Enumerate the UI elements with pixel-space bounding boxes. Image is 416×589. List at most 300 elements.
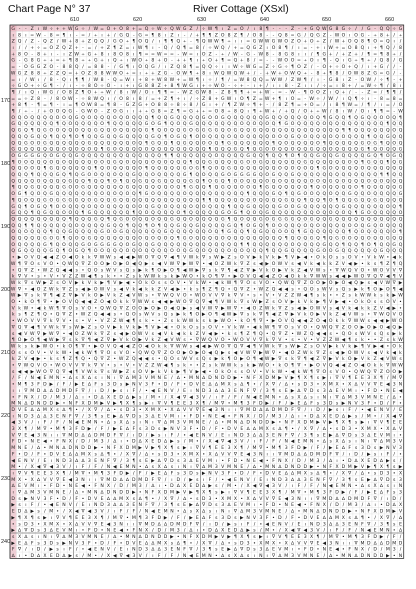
stitch-symbol: Q (323, 191, 327, 197)
stitch-symbol: ı (95, 389, 96, 394)
stitch-symbol: O (88, 197, 92, 203)
stitch-symbol: Q (316, 134, 320, 140)
stitch-symbol: ¶ (380, 51, 383, 57)
stitch-symbol: ı (286, 97, 287, 102)
stitch-symbol: Q (138, 223, 142, 229)
stitch-symbol: 8 (113, 102, 116, 108)
stitch-symbol: 3 (50, 470, 53, 476)
stitch-symbol: E (291, 502, 294, 508)
stitch-symbol: ı (133, 433, 134, 438)
stitch-symbol: Q (202, 223, 206, 229)
stitch-symbol: ı (216, 459, 217, 464)
stitch-symbol: k (329, 312, 332, 318)
stitch-symbol: ▶ (164, 427, 168, 432)
stitch-symbol: / (317, 83, 319, 89)
stitch-symbol: ¶ (247, 490, 250, 496)
stitch-symbol: Q (202, 39, 206, 45)
stitch-symbol: ¶ (323, 236, 326, 242)
stitch-symbol: D (88, 496, 92, 502)
stitch-symbol: ∇ (93, 407, 98, 413)
stitch-symbol: Q (310, 172, 314, 178)
stitch-symbol: 8 (399, 45, 402, 51)
stitch-symbol: Q (75, 261, 79, 267)
stitch-symbol: M (176, 521, 180, 527)
stitch-symbol: O (316, 89, 320, 95)
stitch-symbol: O (392, 128, 396, 134)
stitch-symbol: s (241, 370, 244, 375)
stitch-symbol: O (170, 248, 174, 254)
stitch-symbol: W (227, 280, 232, 286)
stitch-symbol: W (265, 305, 270, 311)
stitch-symbol: Q (196, 229, 200, 235)
stitch-symbol: 3 (259, 515, 262, 521)
stitch-symbol: 3 (145, 426, 148, 432)
stitch-symbol: O (310, 191, 314, 197)
stitch-symbol: • (361, 389, 364, 394)
stitch-symbol: / (184, 515, 186, 521)
stitch-symbol: 3 (18, 420, 21, 426)
stitch-symbol: N (56, 458, 59, 464)
stitch-symbol: Q (361, 204, 365, 210)
stitch-symbol: Q (202, 64, 206, 70)
stitch-symbol: ∇ (61, 312, 66, 318)
stitch-symbol: Q (367, 121, 371, 127)
stitch-symbol: ÷ (316, 97, 320, 102)
stitch-symbol: W (24, 305, 29, 311)
stitch-symbol: V (399, 439, 403, 445)
stitch-symbol: ¶ (24, 204, 27, 210)
stitch-symbol: k (158, 369, 161, 375)
stitch-symbol: D (30, 401, 34, 407)
stitch-symbol: • (228, 287, 231, 292)
stitch-symbol: Q (278, 172, 282, 178)
stitch-symbol: E (120, 426, 123, 432)
stitch-symbol: Q (361, 134, 365, 140)
stitch-symbol: Q (361, 191, 365, 197)
stitch-symbol: ∆ (23, 509, 28, 515)
stitch-symbol: Z (170, 109, 173, 115)
stitch-symbol: O (107, 83, 111, 89)
stitch-symbol: O (316, 223, 320, 229)
stitch-symbol: G (284, 197, 288, 203)
stitch-symbol: ◀ (259, 262, 263, 267)
stitch-symbol: / (311, 445, 313, 451)
stitch-symbol: Q (126, 236, 130, 242)
stitch-symbol: F (190, 413, 193, 419)
stitch-symbol: ı (349, 33, 350, 38)
stitch-symbol: 3 (323, 401, 326, 407)
stitch-symbol: ∇ (157, 293, 162, 299)
stitch-symbol: G (259, 159, 263, 165)
stitch-symbol: Z (88, 261, 91, 267)
stitch-symbol: W (214, 39, 219, 45)
stitch-symbol: / (393, 70, 395, 76)
stitch-symbol: s (361, 313, 364, 318)
stitch-symbol: W (132, 89, 137, 95)
stitch-symbol: / (343, 451, 345, 457)
stitch-symbol: Q (151, 197, 155, 203)
stitch-symbol: ı (108, 52, 109, 57)
stitch-symbol: • (291, 383, 294, 388)
stitch-symbol: ¶ (82, 210, 85, 216)
stitch-symbol: ı (311, 408, 312, 413)
stitch-symbol: Q (69, 166, 73, 172)
stitch-symbol: Q (145, 178, 149, 184)
stitch-symbol: Q (278, 147, 282, 153)
stitch-symbol: ◀ (138, 357, 142, 362)
stitch-symbol: G (278, 216, 282, 222)
stitch-symbol: E (18, 458, 21, 464)
stitch-symbol: O (380, 267, 384, 273)
stitch-symbol: + (303, 39, 307, 45)
stitch-symbol: • (298, 287, 301, 292)
stitch-symbol: G (151, 109, 155, 115)
stitch-symbol: Q (323, 178, 327, 184)
stitch-symbol: ∇ (150, 255, 155, 261)
stitch-symbol: G (272, 172, 276, 178)
stitch-symbol: ▶ (234, 275, 238, 280)
stitch-symbol: • (12, 319, 15, 324)
stitch-symbol: Q (157, 236, 161, 242)
stitch-symbol: s (37, 529, 40, 534)
stitch-symbol: O (380, 324, 384, 330)
stitch-symbol: ı (133, 65, 134, 70)
stitch-symbol: ▶ (75, 294, 79, 299)
stitch-symbol: ∆ (138, 496, 143, 502)
stitch-symbol: • (317, 465, 320, 470)
stitch-symbol: ¶ (399, 115, 402, 121)
stitch-symbol: G (138, 83, 142, 89)
stitch-symbol: Z (50, 39, 53, 45)
stitch-symbol: ∇ (42, 426, 47, 432)
stitch-symbol: G (18, 83, 22, 89)
stitch-symbol: ▶ (291, 300, 295, 305)
stitch-symbol: ∆ (163, 470, 168, 476)
stitch-symbol: Q (18, 172, 22, 178)
stitch-symbol: X (196, 451, 199, 457)
stitch-symbol: ∆ (106, 407, 111, 413)
stitch-symbol: - (393, 78, 395, 83)
stitch-symbol: ¶ (380, 261, 383, 267)
row-number: 200 (1, 287, 10, 293)
stitch-symbol: G (49, 248, 53, 254)
stitch-symbol: M (30, 490, 34, 496)
stitch-symbol: ∇ (80, 470, 85, 476)
stitch-symbol: G (75, 153, 79, 159)
stitch-symbol: O (138, 305, 142, 311)
stitch-symbol: + (202, 83, 206, 89)
stitch-symbol: 8 (361, 70, 364, 76)
stitch-symbol: O (246, 369, 250, 375)
stitch-symbol: Q (380, 58, 384, 64)
stitch-symbol: M (341, 483, 345, 489)
stitch-symbol: N (62, 439, 65, 445)
stitch-symbol: W (392, 356, 397, 362)
stitch-symbol: G (100, 242, 104, 248)
stitch-symbol: 8 (209, 96, 212, 102)
stitch-symbol: Q (392, 210, 396, 216)
stitch-symbol: = (81, 33, 85, 38)
stitch-symbol: ∇ (182, 394, 187, 400)
stitch-symbol: M (297, 470, 301, 476)
stitch-symbol: / (400, 39, 402, 45)
stitch-symbol: ∆ (23, 490, 28, 496)
stitch-symbol: O (88, 204, 92, 210)
stitch-symbol: s (317, 433, 320, 438)
stitch-symbol: Q (24, 210, 28, 216)
stitch-symbol: ◀ (145, 357, 149, 362)
stitch-symbol: Q (227, 159, 231, 165)
stitch-symbol: ∇ (42, 318, 47, 324)
stitch-symbol: / (362, 502, 364, 508)
stitch-symbol: ▶ (380, 287, 384, 292)
stitch-symbol: k (342, 318, 345, 324)
stitch-symbol: Q (291, 318, 295, 324)
stitch-symbol: D (234, 458, 238, 464)
stitch-symbol: ▶ (329, 421, 333, 426)
stitch-symbol: O (310, 102, 314, 108)
stitch-symbol: Z (170, 64, 173, 70)
stitch-symbol: X (247, 413, 250, 419)
stitch-symbol: Z (158, 83, 161, 89)
stitch-symbol: = (373, 90, 377, 95)
stitch-symbol: ¶ (145, 166, 148, 172)
stitch-symbol: ∇ (80, 337, 85, 343)
stitch-symbol: Q (157, 128, 161, 134)
stitch-symbol: Q (208, 223, 212, 229)
stitch-symbol: N (69, 401, 72, 407)
stitch-symbol: ▶ (399, 370, 403, 375)
stitch-symbol: N (348, 483, 351, 489)
stitch-symbol: s (349, 287, 352, 292)
stitch-symbol: ¶ (361, 185, 364, 191)
stitch-symbol: + (126, 83, 130, 89)
stitch-symbol: O (30, 140, 34, 146)
stitch-symbol: Z (291, 39, 294, 45)
stitch-symbol: W (316, 305, 321, 311)
stitch-symbol: Q (310, 248, 314, 254)
stitch-symbol: = (43, 46, 47, 51)
stitch-symbol: G (399, 159, 403, 165)
stitch-symbol: Q (126, 166, 130, 172)
stitch-symbol: k (25, 299, 28, 305)
stitch-symbol: • (158, 319, 161, 324)
stitch-symbol: O (348, 356, 352, 362)
stitch-symbol: ı (133, 110, 134, 115)
stitch-symbol: O (113, 128, 117, 134)
stitch-symbol: ◀ (119, 529, 123, 534)
stitch-symbol: ◀ (265, 275, 269, 280)
stitch-symbol: G (151, 134, 155, 140)
stitch-symbol: - (273, 33, 275, 38)
stitch-symbol: X (323, 502, 326, 508)
stitch-symbol: Q (373, 229, 377, 235)
stitch-symbol: • (63, 484, 66, 489)
stitch-symbol: Q (24, 248, 28, 254)
stitch-symbol: 8 (336, 77, 339, 83)
stitch-symbol: G (329, 178, 333, 184)
stitch-symbol: 8 (164, 102, 167, 108)
stitch-symbol: W (354, 318, 359, 324)
stitch-symbol: ¶ (120, 178, 123, 184)
stitch-symbol: - (31, 52, 33, 57)
stitch-symbol: Q (164, 140, 168, 146)
stitch-symbol: / (304, 458, 306, 464)
stitch-symbol: Q (30, 248, 34, 254)
stitch-symbol: • (196, 427, 199, 432)
stitch-symbol: ◀ (227, 440, 231, 445)
stitch-symbol: O (272, 223, 276, 229)
stitch-symbol: Q (373, 134, 377, 140)
stitch-symbol: X (247, 483, 250, 489)
stitch-symbol: ∆ (341, 413, 346, 419)
stitch-symbol: Q (11, 248, 15, 254)
stitch-symbol: O (176, 70, 180, 76)
stitch-symbol: ∆ (214, 388, 219, 394)
stitch-symbol: / (108, 388, 110, 394)
stitch-symbol: Q (373, 178, 377, 184)
stitch-symbol: Q (11, 166, 15, 172)
stitch-symbol: ▶ (392, 294, 396, 299)
stitch-symbol: ∇ (296, 356, 301, 362)
stitch-symbol: / (127, 509, 129, 515)
stitch-symbol: Q (354, 147, 358, 153)
stitch-symbol: s (95, 325, 98, 330)
stitch-symbol: O (176, 121, 180, 127)
stitch-symbol: G (18, 191, 22, 197)
stitch-symbol: Q (291, 109, 295, 115)
stitch-symbol: = (316, 103, 320, 108)
stitch-symbol: D (88, 445, 92, 451)
stitch-symbol: / (101, 407, 103, 413)
stitch-symbol: ¶ (145, 140, 148, 146)
stitch-symbol: - (76, 84, 78, 89)
stitch-symbol: ◀ (265, 522, 269, 527)
stitch-symbol: G (399, 58, 403, 64)
stitch-symbol: s (317, 376, 320, 381)
stitch-symbol: k (120, 299, 123, 305)
stitch-symbol: ∆ (125, 394, 130, 400)
stitch-symbol: Z (247, 331, 250, 337)
stitch-symbol: - (177, 90, 179, 95)
stitch-symbol: Q (354, 115, 358, 121)
stitch-symbol: O (100, 299, 104, 305)
stitch-symbol: • (240, 376, 243, 381)
stitch-symbol: O (88, 305, 92, 311)
stitch-symbol: Q (208, 166, 212, 172)
stitch-symbol: O (94, 109, 98, 115)
stitch-symbol: • (259, 465, 262, 470)
stitch-symbol: ▶ (354, 344, 358, 349)
stitch-symbol: ÷ (354, 59, 358, 64)
stitch-symbol: Q (189, 210, 193, 216)
stitch-symbol: O (88, 242, 92, 248)
stitch-symbol: Q (329, 204, 333, 210)
stitch-symbol: G (189, 248, 193, 254)
stitch-symbol: • (183, 414, 186, 419)
stitch-symbol: • (177, 510, 180, 515)
stitch-symbol: ▶ (30, 510, 34, 515)
stitch-symbol: X (183, 483, 186, 489)
stitch-symbol: s (37, 262, 40, 267)
stitch-symbol: W (106, 305, 111, 311)
stitch-symbol: N (215, 375, 218, 381)
stitch-symbol: ▶ (278, 268, 282, 273)
stitch-symbol: s (177, 471, 180, 476)
stitch-symbol: ı (159, 40, 160, 45)
stitch-symbol: ÷ (126, 40, 130, 45)
stitch-symbol: V (81, 534, 85, 540)
stitch-symbol: Q (221, 197, 225, 203)
stitch-symbol: Q (176, 45, 180, 51)
stitch-symbol: Q (278, 242, 282, 248)
stitch-symbol: / (165, 394, 167, 400)
stitch-symbol: Q (30, 363, 34, 369)
stitch-symbol: N (31, 496, 34, 502)
stitch-symbol: + (329, 51, 333, 57)
stitch-symbol: N (386, 445, 389, 451)
stitch-symbol: ∇ (227, 343, 232, 349)
stitch-symbol: ı (254, 84, 255, 89)
stitch-symbol: / (38, 502, 40, 508)
stitch-symbol: N (94, 534, 97, 540)
stitch-symbol: E (380, 394, 383, 400)
stitch-symbol: s (247, 300, 250, 305)
stitch-symbol: Q (297, 115, 301, 121)
stitch-symbol: ∆ (322, 426, 327, 432)
stitch-symbol: Q (189, 153, 193, 159)
stitch-symbol: 3 (228, 388, 231, 394)
stitch-symbol: W (265, 39, 270, 45)
stitch-symbol: N (196, 388, 199, 394)
stitch-symbol: • (399, 433, 402, 438)
stitch-symbol: Q (259, 166, 263, 172)
stitch-symbol: ∆ (150, 483, 155, 489)
stitch-symbol: • (152, 452, 155, 457)
stitch-symbol: 8 (75, 39, 78, 45)
stitch-symbol: O (329, 248, 333, 254)
stitch-symbol: Z (278, 312, 281, 318)
stitch-symbol: W (11, 280, 16, 286)
stitch-symbol: W (398, 109, 403, 115)
stitch-symbol: Z (367, 70, 370, 76)
stitch-symbol: E (158, 470, 161, 476)
stitch-symbol: V (240, 350, 244, 356)
stitch-symbol: E (63, 451, 66, 457)
stitch-symbol: W (214, 45, 219, 51)
stitch-symbol: ◀ (24, 370, 28, 375)
stitch-symbol: - (374, 27, 376, 32)
stitch-symbol: M (170, 420, 174, 426)
stitch-symbol: Q (373, 159, 377, 165)
stitch-symbol: Q (43, 147, 47, 153)
stitch-symbol: Q (272, 248, 276, 254)
stitch-symbol: ¶ (101, 470, 104, 476)
stitch-symbol: ∆ (392, 394, 397, 400)
stitch-symbol: ¶ (228, 267, 231, 273)
stitch-symbol: ▶ (56, 338, 60, 343)
stitch-symbol: s (209, 510, 212, 515)
stitch-symbol: ∇ (271, 350, 276, 356)
stitch-symbol: O (348, 324, 352, 330)
stitch-symbol: ▶ (329, 433, 333, 438)
stitch-symbol: k (259, 324, 262, 330)
stitch-symbol: / (216, 432, 218, 438)
stitch-symbol: G (354, 197, 358, 203)
stitch-symbol: Q (291, 223, 295, 229)
stitch-symbol: G (323, 51, 327, 57)
stitch-symbol: F (272, 439, 275, 445)
